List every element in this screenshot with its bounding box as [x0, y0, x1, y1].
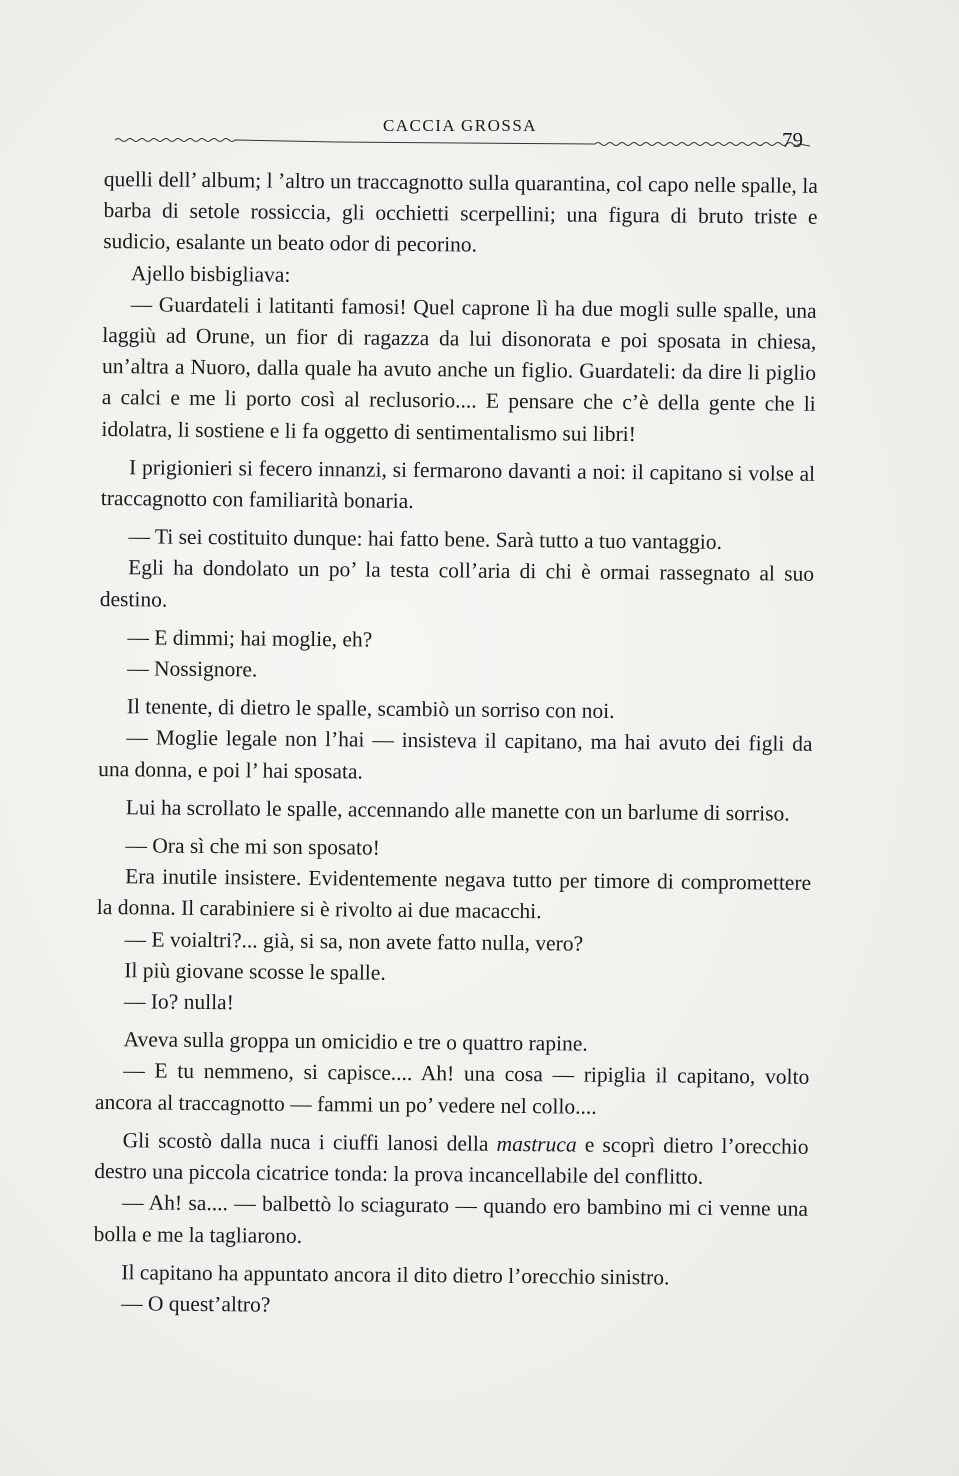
paragraph-20: — Ah! sa.... — balbettò lo sciagurato — quando ero bambino mi ci venne una bolla e me la tagliarono. — [93, 1190, 809, 1248]
paragraph-22: — O quest’altro? — [120, 1291, 271, 1317]
paragraph-13: Era inutile insistere. Evidentemente negava tutto per timore di compromettere la donna. Il carabiniere si è rivolto ai due macacchi. — [96, 864, 812, 924]
paragraph-10: — Moglie legale non l’hai — insisteva il capitano, ma hai avuto dei figli da una donna, e poi l’ hai sposata. — [98, 725, 813, 784]
paragraph-21: Il capitano ha appuntato ancora il dito dietro l’orecchio sinistro. — [121, 1259, 670, 1290]
paragraph-1: quelli dell’ album; l ’altro un traccagnotto sulla quarantina, col capo nelle spalle, la barba di setole rossiccia, gli occhietti scerpellini; una figura di bruto triste e sudicio, esalante un beato odor di pecorino. — [103, 166, 818, 257]
paragraph-12: — Ora sì che mi son sposato! — [125, 833, 380, 860]
paragraph-2: Ajello bisbigliava: — [130, 260, 291, 287]
paragraph-19 — [94, 1125, 809, 1194]
running-head: CACCIA GROSSA — [382, 116, 538, 135]
body-text — [93, 164, 818, 1326]
paragraph-19-start: Gli scostò dalla nuca i ciuffi lanosi della — [122, 1128, 497, 1156]
paragraph-4: I prigionieri si fecero innanzi, si fermarono davanti a noi: il capitano si volse al traccagnotto con familiarità bonaria. — [100, 455, 816, 514]
paragraph-16: — Io? nulla! — [123, 989, 234, 1015]
paragraph-17: Aveva sulla groppa un omicidio e tre o quattro rapine. — [123, 1027, 588, 1056]
header-rule — [115, 136, 810, 148]
paragraph-3: — Guardateli i latitanti famosi! Quel caprone lì ha due mogli sulle spalle, una laggiù ad Orune, un fior di ragazza da lui disonorata e poi sposata in chiesa, un’altra a Nuoro, dalla quale ha avuto anche un figlio. Guardateli: da dire li piglio a calci e me li porto così al reclusorio.... E pensare che c’è della gente che li idolatra, li sostiene e li fa oggetto di sentimentalismo sui libri! — [101, 292, 817, 446]
paragraph-19-end: e scoprì dietro l’orecchio destro una piccola cicatrice tonda: la prova incancellabile del conflitto. — [94, 1132, 809, 1189]
page-number: 79 — [782, 128, 803, 152]
paragraph-18: — E tu nemmeno, si capisce.... Ah! una cosa — ripiglia il capitano, volto ancora al traccagnotto — fammi un po’ vedere nel collo.... — [94, 1058, 810, 1119]
paragraph-8: — Nossignore. — [127, 656, 258, 682]
paragraph-6: Egli ha dondolato un po’ la testa coll’aria di chi è ormai rassegnato al suo destino. — [99, 555, 815, 612]
paragraph-7: — E dimmi; hai moglie, eh? — [127, 625, 373, 652]
italic-term: mastruca — [496, 1131, 577, 1157]
paragraph-11: Lui ha scrollato le spalle, accennando alle manette con un barlume di sorriso. — [125, 795, 790, 826]
paragraph-15: Il più giovane scosse le spalle. — [124, 958, 386, 985]
paragraph-5: — Ti sei costituito dunque: hai fatto bene. Sarà tutto a tuo vantaggio. — [128, 524, 723, 555]
paragraph-9: Il tenente, di dietro le spalle, scambiò un sorriso con noi. — [126, 694, 615, 724]
paragraph-14: — E voialtri?... già, si sa, non avete fatto nulla, vero? — [124, 926, 584, 956]
